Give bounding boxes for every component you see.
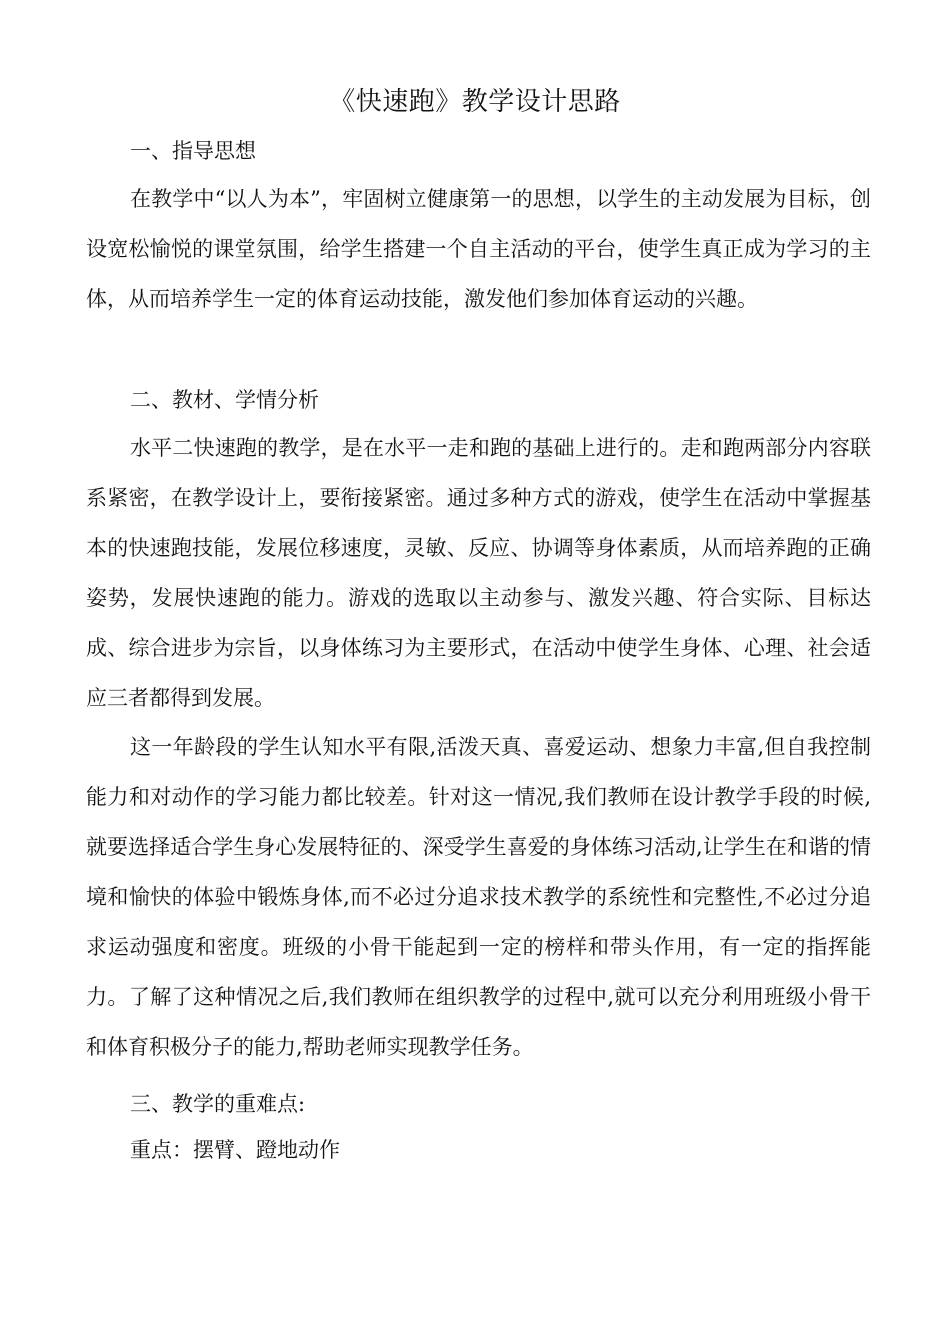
key-point-line: 重点：摆臂、蹬地动作 (130, 1138, 340, 1162)
paragraph-material-analysis: 水平二快速跑的教学，是在水平一走和跑的基础上进行的。走和跑两部分内容联系紧密，在教学设计上，要衔接紧密。通过多种方式的游戏，使学生在活动中掌握基本的快速跑技能，发展位移速度，灵敏、反应、协调等身体素质，从而培养跑的正确姿势，发展快速跑的能力。游戏的选取以主动参与、激发兴趣、符合实际、目标达成、综合进步为宗旨，以身体练习为主要形式，在活动中使学生身体、心理、社会适应三者都得到发展。 (86, 436, 871, 710)
paragraph-student-analysis: 这一年龄段的学生认知水平有限,活泼天真、喜爱运动、想象力丰富,但自我控制能力和对动作的学习能力都比较差。针对这一情况,我们教师在设计教学手段的时候,就要选择适合学生身心发展特征的、深受学生喜爱的身体练习活动,让学生在和谐的情境和愉快的体验中锻炼身体,而不必过分追求技术教学的系统性和完整性,不必过分追求运动强度和密度。班级的小骨干能起到一定的榜样和带头作用，有一定的指挥能力。了解了这种情况之后,我们教师在组织教学的过程中,就可以充分利用班级小骨干和体育积极分子的能力,帮助老师实现教学任务。 (86, 735, 871, 1059)
section-heading-key-difficult-points: 三、教学的重难点: (130, 1092, 306, 1116)
section-heading-guiding-ideology: 一、指导思想 (130, 139, 256, 163)
paragraph-guiding-ideology: 在教学中“以人为本”，牢固树立健康第一的思想，以学生的主动发展为目标，创设宽松愉悦的课堂氛围，给学生搭建一个自主活动的平台，使学生真正成为学习的主体，从而培养学生一定的体育运动技能，激发他们参加体育运动的兴趣。 (86, 187, 871, 311)
document-title: 《快速跑》教学设计思路 (329, 87, 621, 117)
section-heading-material-analysis: 二、教材、学情分析 (130, 388, 319, 412)
